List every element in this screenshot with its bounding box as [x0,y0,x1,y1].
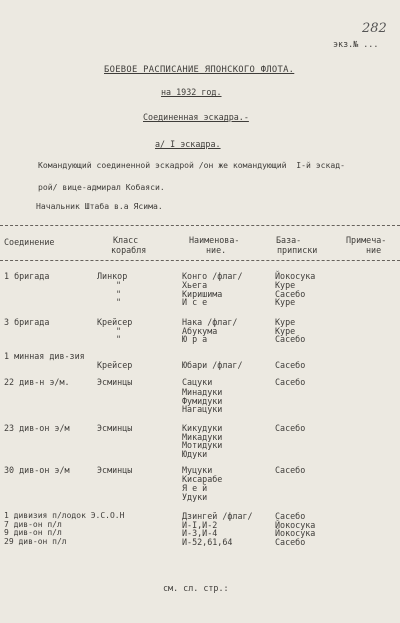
row-formation: 3 бригада [4,317,50,327]
row-home-base: Йокосука [275,271,316,281]
fleet-heading: Соединенная эскадра.- [143,112,249,122]
commander-line-2: рой/ вице-адмирал Кобаяси. [38,182,165,192]
row-formation: 9 див-он п/л [4,528,62,537]
row-ship-name: Удуки [182,492,208,502]
row-home-base: Сасебо [275,465,306,475]
row-ship-name: Нака /флаг/ [182,317,238,327]
row-ship-name: И-3,И-4 [182,528,218,538]
header-formation: Соединение [4,237,55,247]
row-home-base: Сасебо [275,423,306,433]
table-top-rule [0,225,400,226]
row-formation: 7 див-он п/л [4,520,62,529]
header-base-line1: База- [276,235,302,245]
row-class: Крейсер [97,317,133,327]
row-ship-name: Киришима [182,289,223,299]
row-ship-name: Юдуки [182,449,208,459]
row-ship-name: Сацуки [182,377,213,387]
row-ship-name: Ю р а [182,334,208,344]
commander-line-1: Командующий соединенной эскадрой /он же командующий I-й эскад- [38,160,345,170]
row-home-base: Сасебо [275,360,306,370]
row-class: " [116,289,122,299]
page-number: 282 [362,21,387,36]
row-formation: 29 див-он п/л [4,537,67,546]
row-class: " [116,280,122,290]
row-class: " [116,326,122,336]
row-ship-name: Мотидуки [182,440,223,450]
row-ship-name: И-52,61,64 [182,537,233,547]
row-ship-name: Микадуки [182,432,223,442]
row-ship-name: Дзингей /флаг/ [182,511,253,521]
row-home-base: Сасебо [275,289,306,299]
row-formation: 23 див-он э/м [4,423,70,433]
row-home-base: Куре [275,297,296,307]
chief-of-staff: Начальник Штаба в.а Ясима. [36,201,163,211]
row-formation: 1 дивизия п/лодок Э.С.О.Н [4,511,125,520]
row-formation: 22 див-н э/м. [4,377,70,387]
row-class: Эсминцы [97,377,133,387]
row-home-base: Йокосука [275,528,316,538]
continued-note: см. сл. стр.: [163,583,229,593]
row-class: Крейсер [97,360,133,370]
row-class: Эсминцы [97,423,133,433]
row-ship-name: Юбари /флаг/ [182,360,243,370]
row-home-base: Сасебо [275,377,306,387]
header-class-line1: Класс [113,235,139,245]
document-year: на 1932 год. [161,87,222,97]
squadron-heading: а/ I эскадра. [155,139,221,149]
row-home-base: Сасебо [275,511,306,521]
header-note-line1: Примеча- [346,235,387,245]
row-ship-name: Муцуки [182,465,213,475]
row-ship-name: Нагацуки [182,404,223,414]
row-ship-name: И с е [182,297,208,307]
table-header-rule [0,260,400,261]
row-home-base: Куре [275,317,296,327]
header-name-line1: Наименова- [189,235,240,245]
copy-mark: экз.№ ... [333,39,379,49]
row-home-base: Куре [275,280,296,290]
row-formation: 1 бригада [4,271,50,281]
row-formation: 1 минная див-зия [4,351,85,361]
header-name-line2: ние. [206,245,227,255]
row-ship-name: Фумидуки [182,396,223,406]
row-class: " [116,297,122,307]
row-home-base: Куре [275,326,296,336]
header-note-line2: ние [366,245,382,255]
row-ship-name: Кисарабе [182,474,223,484]
row-class: " [116,334,122,344]
row-formation: 30 див-он э/м [4,465,70,475]
row-ship-name: И-I,И-2 [182,520,218,530]
row-ship-name: Хьега [182,280,208,290]
row-home-base: Йокосука [275,520,316,530]
header-base-line2: приписки [277,245,318,255]
row-ship-name: Минадуки [182,387,223,397]
row-ship-name: Конго /флаг/ [182,271,243,281]
document-title: БОЕВОЕ РАСПИСАНИЕ ЯПОНСКОГО ФЛОТА. [104,65,295,75]
row-class: Эсминцы [97,465,133,475]
row-ship-name: Я е й [182,483,208,493]
row-home-base: Сасебо [275,334,306,344]
row-home-base: Сасебо [275,537,306,547]
header-class-line2: корабля [111,245,147,255]
row-class: Линкор [97,271,128,281]
row-ship-name: Кикудуки [182,423,223,433]
row-ship-name: Абукума [182,326,218,336]
